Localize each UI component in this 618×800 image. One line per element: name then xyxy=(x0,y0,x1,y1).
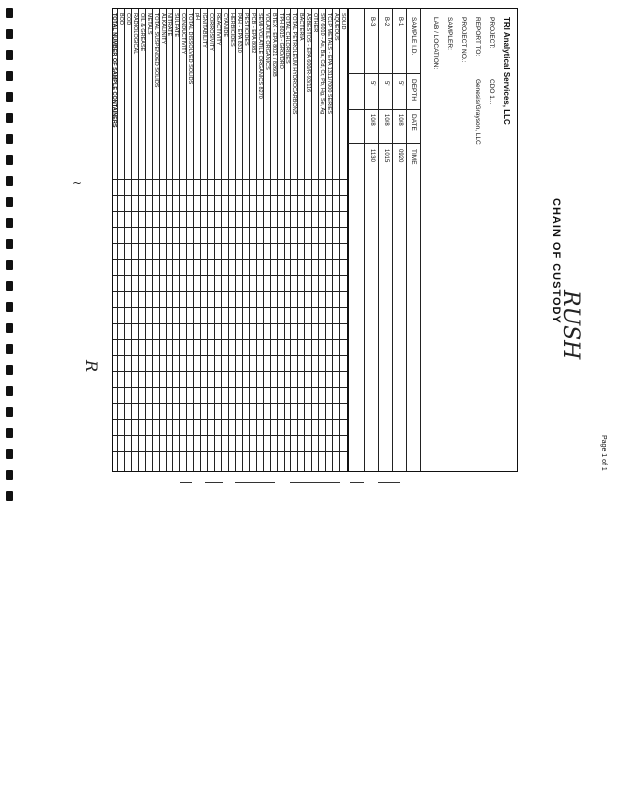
punch-hole xyxy=(6,71,13,81)
punch-hole xyxy=(6,491,13,501)
punch-hole xyxy=(6,323,13,333)
margin-signature: R xyxy=(82,360,101,373)
punch-hole xyxy=(6,218,13,228)
date-header: DATE xyxy=(410,114,417,131)
analysis-label: TOTAL NUMBER OF SAMPLE CONTAINERS xyxy=(110,13,117,128)
analysis-label: TOTAL SUSPENDED SOLIDS xyxy=(152,13,159,88)
analysis-label: RADIOLOGICAL xyxy=(131,13,138,55)
punch-hole xyxy=(6,197,13,207)
project-label: PROJECT: xyxy=(488,17,495,49)
sample-date: 10/8 xyxy=(397,114,403,126)
analysis-label: METALS xyxy=(145,13,152,35)
form-header xyxy=(348,8,518,472)
sample-date: 10/8 xyxy=(369,114,375,126)
analysis-label: SW 6010 - As, Ba, Cd, Cr, Pb, Hg, Se, Ag xyxy=(319,13,326,115)
dash xyxy=(350,482,364,483)
dash xyxy=(180,482,192,483)
analysis-label: ASBESTOS - EPA 600/R-93/116 xyxy=(305,13,312,93)
sample-id: B-3 xyxy=(369,17,375,27)
punch-hole xyxy=(6,260,13,270)
analysis-label: AQUEOUS xyxy=(333,13,340,41)
analysis-label: TCLP METALS - EPA 1311/7000 SERIES xyxy=(326,13,333,115)
analysis-label: TOTAL PETROLEUM HYDROCARBONS xyxy=(291,13,298,115)
analysis-label: BACTERIA xyxy=(298,13,305,41)
sample-depth: 5' xyxy=(397,81,403,86)
sample-date: 10/8 xyxy=(383,114,389,126)
sample-depth: 5' xyxy=(383,81,389,86)
punch-hole xyxy=(6,92,13,102)
analysis-label: PCB - EPA 8082 xyxy=(249,13,256,54)
report-to-label: REPORT TO: xyxy=(474,17,481,57)
analysis-label: CONDUCTIVITY xyxy=(180,13,187,55)
punch-hole xyxy=(6,50,13,60)
analysis-label: PAH - EPA 8310 xyxy=(235,13,242,53)
punch-hole xyxy=(6,407,13,417)
sample-id: B-1 xyxy=(397,17,403,27)
punch-hole xyxy=(6,155,13,165)
punch-hole xyxy=(6,239,13,249)
sample-depth: 5' xyxy=(369,81,375,86)
analysis-label: REACTIVITY xyxy=(215,13,222,46)
page-number: Page 1 of 1 xyxy=(600,435,607,471)
analysis-label: PESTICIDES xyxy=(242,13,249,46)
sample-time: 0920 xyxy=(397,149,403,163)
coc-form xyxy=(112,8,518,472)
rush-handwritten: RUSH xyxy=(558,290,583,360)
sample-id: B-2 xyxy=(383,17,389,27)
project-no-label: PROJECT NO.: xyxy=(460,17,467,63)
analysis-label: OIL & GREASE xyxy=(138,13,145,52)
sample-id-header: SAMPLE I.D. xyxy=(410,17,417,56)
analysis-label: CYANIDE xyxy=(222,13,228,38)
company-name: TRI Analytical Services, LLC xyxy=(502,17,511,125)
punch-holes xyxy=(6,8,15,508)
analysis-label: TPH 8015 - GRO/DRO xyxy=(277,13,284,69)
analysis-label: HERBICIDES xyxy=(228,13,235,47)
punch-hole xyxy=(6,134,13,144)
punch-hole xyxy=(6,365,13,375)
dash xyxy=(290,482,340,483)
analysis-grid xyxy=(112,8,348,472)
punch-hole xyxy=(6,470,13,480)
sample-time: 1130 xyxy=(369,149,375,162)
analysis-label: ALKALINITY xyxy=(159,13,166,45)
dash xyxy=(205,482,223,483)
punch-hole xyxy=(6,176,13,186)
depth-header: DEPTH xyxy=(410,79,417,102)
project-value: CDO 1... xyxy=(488,79,495,105)
analysis-label: NITRATE xyxy=(166,13,173,37)
analysis-label: OTHER xyxy=(312,13,319,33)
analysis-label: BOD xyxy=(117,13,124,25)
analysis-label: BTEX - EPA 8021 / 8260B xyxy=(270,13,277,77)
dash xyxy=(378,482,400,483)
punch-hole xyxy=(6,8,13,18)
analysis-label: IGNITABILITY xyxy=(201,13,208,48)
punch-hole xyxy=(6,281,13,291)
punch-hole xyxy=(6,386,13,396)
analysis-label: CORROSIVITY xyxy=(208,13,215,51)
analysis-label: COD xyxy=(124,13,131,26)
analysis-label: pH xyxy=(194,13,201,21)
chain-of-custody-page xyxy=(110,8,562,472)
punch-hole xyxy=(6,449,13,459)
analysis-label: SOLID xyxy=(340,13,346,30)
punch-hole xyxy=(6,302,13,312)
analysis-label: TOTAL DISSOLVED SOLIDS xyxy=(187,13,194,85)
dash xyxy=(235,482,275,483)
time-header: TIME xyxy=(410,149,417,165)
report-to-value: Genesis/Grayson, LLC xyxy=(474,79,481,145)
punch-hole xyxy=(6,29,13,39)
sampler-label: SAMPLER: xyxy=(446,17,453,50)
analysis-label: SULFATE xyxy=(173,13,180,38)
sample-time: 1015 xyxy=(383,149,389,163)
analysis-label: VOLATILE ORGANICS xyxy=(263,13,270,70)
chain-of-custody-title: CHAIN OF CUSTODY xyxy=(550,198,562,324)
punch-hole xyxy=(6,113,13,123)
analysis-label: SEMI-VOLATILE ORGANICS 8270 xyxy=(256,13,263,99)
analysis-label: TOTAL CHLORIDES xyxy=(284,13,291,64)
lab-label: LAB / LOCATION: xyxy=(432,17,439,70)
stray-mark: ~ xyxy=(72,176,83,190)
punch-hole xyxy=(6,344,13,354)
punch-hole xyxy=(6,428,13,438)
